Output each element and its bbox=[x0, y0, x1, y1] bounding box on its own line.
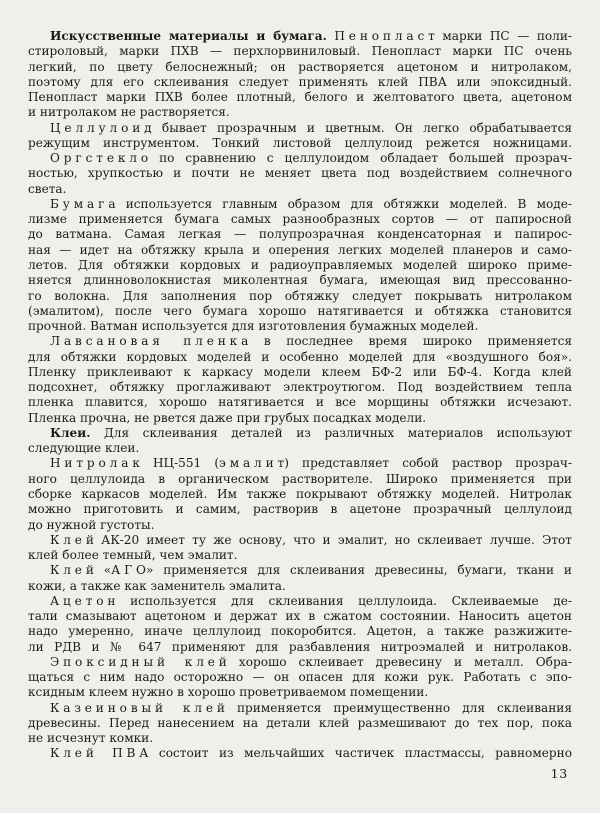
text-line bbox=[28, 121, 572, 136]
text-run: режущим инструментом. Тонкий листовой целлулоид режется ножницами. bbox=[28, 135, 572, 150]
text-run: древесины. Перед нанесением на детали клей размешивают до тех пор, пока bbox=[28, 715, 572, 730]
text-line bbox=[28, 289, 572, 304]
text-line bbox=[28, 105, 572, 120]
text-line bbox=[28, 182, 572, 197]
letterspaced-run: Целлулоид bbox=[50, 120, 156, 135]
text-line bbox=[28, 151, 572, 166]
text-run: Для склеивания деталей из различных материалов используют bbox=[90, 425, 572, 440]
text-line bbox=[28, 670, 572, 685]
text-line bbox=[28, 44, 572, 59]
bold-run: Клеи. bbox=[50, 425, 91, 440]
text-line bbox=[28, 594, 572, 609]
bold-run: Искусственные материалы и бумага. bbox=[50, 29, 327, 43]
text-run: лизме применяется бумага самых разнообразных сортов — от папиросной bbox=[28, 212, 572, 227]
letterspaced-run: Клей ПВА bbox=[50, 746, 153, 761]
text-run: НЦ-551 ( bbox=[139, 456, 220, 471]
text-line bbox=[28, 136, 572, 151]
text-run: марки ПС — поли- bbox=[434, 29, 572, 43]
text-run: и нитролаком не растворяется. bbox=[28, 105, 230, 120]
text-line bbox=[28, 243, 572, 258]
text-run: в последнее время широко применяется bbox=[248, 334, 572, 349]
text-line bbox=[28, 197, 572, 212]
letterspaced-run: АГО bbox=[111, 563, 150, 578]
letterspaced-run: Оргстекло bbox=[50, 151, 152, 166]
text-run: Пленка прочна, не рвется даже при грубых посадках модели. bbox=[28, 410, 427, 425]
text-line bbox=[28, 624, 572, 639]
text-run: стироловый, марки ПХВ — перхлорвиниловый. Пенопласт марки ПС очень bbox=[28, 44, 572, 59]
text-line bbox=[28, 60, 572, 75]
letterspaced-run: Клей bbox=[50, 532, 98, 547]
text-line bbox=[28, 563, 572, 578]
text-line bbox=[28, 304, 572, 319]
text-run: надо умеренно, иначе целлулоид покоробится. Ацетон, а также разжижите- bbox=[28, 624, 572, 639]
text-run: клей более темный, чем эмалит. bbox=[28, 548, 238, 563]
text-line bbox=[28, 90, 572, 105]
text-run: ) представляет собой раствор прозрач- bbox=[284, 456, 572, 471]
text-run: до ватмана. Самая легкая — полупрозрачная конденсаторная и папирос- bbox=[28, 227, 572, 242]
text-line bbox=[28, 319, 572, 334]
letterspaced-run: Ацетон bbox=[50, 593, 120, 608]
text-line bbox=[28, 716, 572, 731]
text-line bbox=[28, 395, 572, 410]
letterspaced-run: Пенопласт bbox=[334, 29, 439, 43]
text-run: тали смазывают ацетоном и держат их в сжатом состоянии. Наносить ацетон bbox=[28, 609, 572, 624]
text-run: для обтяжки кордовых моделей и особенно моделей для «воздушного боя». bbox=[28, 349, 572, 364]
page-number: 13 bbox=[550, 766, 568, 781]
letterspaced-run: Лавсановая пленка bbox=[50, 334, 253, 349]
text-run: до нужной густоты. bbox=[28, 517, 155, 532]
text-run: поэтому для его склеивания следует применять клей ПВА или эпоксидный. bbox=[28, 74, 572, 89]
letterspaced-run: Нитролак bbox=[50, 456, 144, 471]
text-run: бывает прозрачным и цветным. Он легко обрабатывается bbox=[151, 120, 572, 135]
text-line bbox=[28, 350, 572, 365]
text-line bbox=[28, 75, 572, 90]
text-run: пленка плавится, хорошо натягивается и все морщины обтяжки исчезают. bbox=[28, 395, 572, 410]
text-run: летов. Для обтяжки кордовых и радиоуправляемых моделей широко приме- bbox=[28, 257, 572, 272]
text-run: Пленку приклеивают к каркасу модели клеем БФ-2 или БФ-4. Когда клей bbox=[28, 364, 572, 379]
text-run: сборке каркасов моделей. Им также покрывают обтяжку моделей. Нитролак bbox=[28, 486, 572, 501]
text-line bbox=[28, 227, 572, 242]
text-run: легкий, по цвету белоснежный; он растворяется ацетоном и нитролаком, bbox=[28, 59, 572, 74]
text-run: » применяется для склеивания древесины, бумаги, ткани и bbox=[145, 563, 572, 578]
text-run: няется длинноволокнистая миколентная бумага, имеющая вид прессованно- bbox=[28, 273, 572, 288]
text-line bbox=[28, 411, 572, 426]
text-line bbox=[28, 258, 572, 273]
text-run: ксидным клеем нужно в хорошо проветриваемом помещении. bbox=[28, 685, 429, 700]
letterspaced-run: Эпоксидный клей bbox=[50, 654, 231, 669]
text-run: го волокна. Для заполнения пор обтяжку следует покрывать нитролаком bbox=[28, 288, 572, 303]
text-run: прочной. Ватман используется для изготовления бумажных моделей. bbox=[28, 319, 479, 334]
text-run: « bbox=[93, 563, 112, 578]
text-run: не исчезнут комки. bbox=[28, 731, 154, 746]
text-run: можно приготовить и самим, растворив в ацетоне прозрачный целлулоид bbox=[28, 502, 572, 517]
text-line bbox=[28, 685, 572, 700]
letterspaced-run: Казеиновый клей bbox=[50, 700, 229, 715]
text-run: используется главным образом для обтяжки моделей. В моде- bbox=[115, 196, 572, 211]
text-run: следующие клеи. bbox=[28, 441, 140, 456]
text-line bbox=[28, 380, 572, 395]
letterspaced-run: Клей bbox=[50, 563, 98, 578]
text-run: хорошо склеивает древесину и металл. Обра- bbox=[226, 654, 572, 669]
text-run: кожи, а также как заменитель эмалита. bbox=[28, 578, 286, 593]
text-line bbox=[28, 487, 572, 502]
text-run: ного целлулоида в органическом растворителе. Широко применяется при bbox=[28, 471, 572, 486]
text-line bbox=[28, 334, 572, 349]
text-run: используется для склеивания целлулоида. Склеиваемые де- bbox=[115, 593, 572, 608]
text-run: ностью, хрупкостью и почти не меняет цвета под воздействием солнечного bbox=[28, 166, 572, 181]
text-line bbox=[28, 502, 572, 517]
text-run: ная — идет на обтяжку крыла и оперения легких моделей планеров и само- bbox=[28, 242, 572, 257]
text-line bbox=[28, 609, 572, 624]
text-line bbox=[28, 701, 572, 716]
text-line bbox=[28, 29, 572, 44]
text-run: АК-20 имеет ту же основу, что и эмалит, но склеивает лучше. Этот bbox=[93, 532, 572, 547]
text-run: ли РДВ и № 647 применяют для разбавления нитроэмалей и нитролаков. bbox=[28, 639, 572, 654]
text-run: подсохнет, обтяжку проглаживают электроутюгом. Под воздействием тепла bbox=[28, 380, 572, 395]
text-run: состоит из мельчайших частичек пластмассы, равномерно bbox=[148, 746, 572, 761]
text-line bbox=[28, 746, 572, 761]
text-line bbox=[28, 365, 572, 380]
text-line bbox=[28, 456, 572, 471]
text-run: света. bbox=[28, 181, 67, 196]
text-run: щаться с ним надо осторожно — он опасен для кожи рук. Работать с эпо- bbox=[28, 670, 572, 685]
text-line bbox=[28, 548, 572, 563]
page-text bbox=[28, 29, 572, 762]
letterspaced-run: Бумага bbox=[50, 196, 120, 211]
text-line bbox=[28, 655, 572, 670]
text-line bbox=[28, 212, 572, 227]
text-run: применяется преимущественно для склеивания bbox=[224, 700, 572, 715]
text-run: Пенопласт марки ПХВ более плотный, белого и желтоватого цвета, ацетоном bbox=[28, 90, 572, 105]
text-line bbox=[28, 426, 572, 441]
text-line bbox=[28, 640, 572, 655]
text-run: (эмалитом), после чего бумага хорошо натягивается и обтяжка становится bbox=[28, 303, 572, 318]
text-line bbox=[28, 441, 572, 456]
text-line bbox=[28, 731, 572, 746]
letterspaced-run: эмалит bbox=[219, 456, 289, 471]
text-line bbox=[28, 472, 572, 487]
text-line bbox=[28, 166, 572, 181]
text-line bbox=[28, 273, 572, 288]
text-run: по сравнению с целлулоидом обладает большей прозрач- bbox=[148, 151, 572, 166]
text-line bbox=[28, 579, 572, 594]
text-line bbox=[28, 518, 572, 533]
text-line bbox=[28, 533, 572, 548]
